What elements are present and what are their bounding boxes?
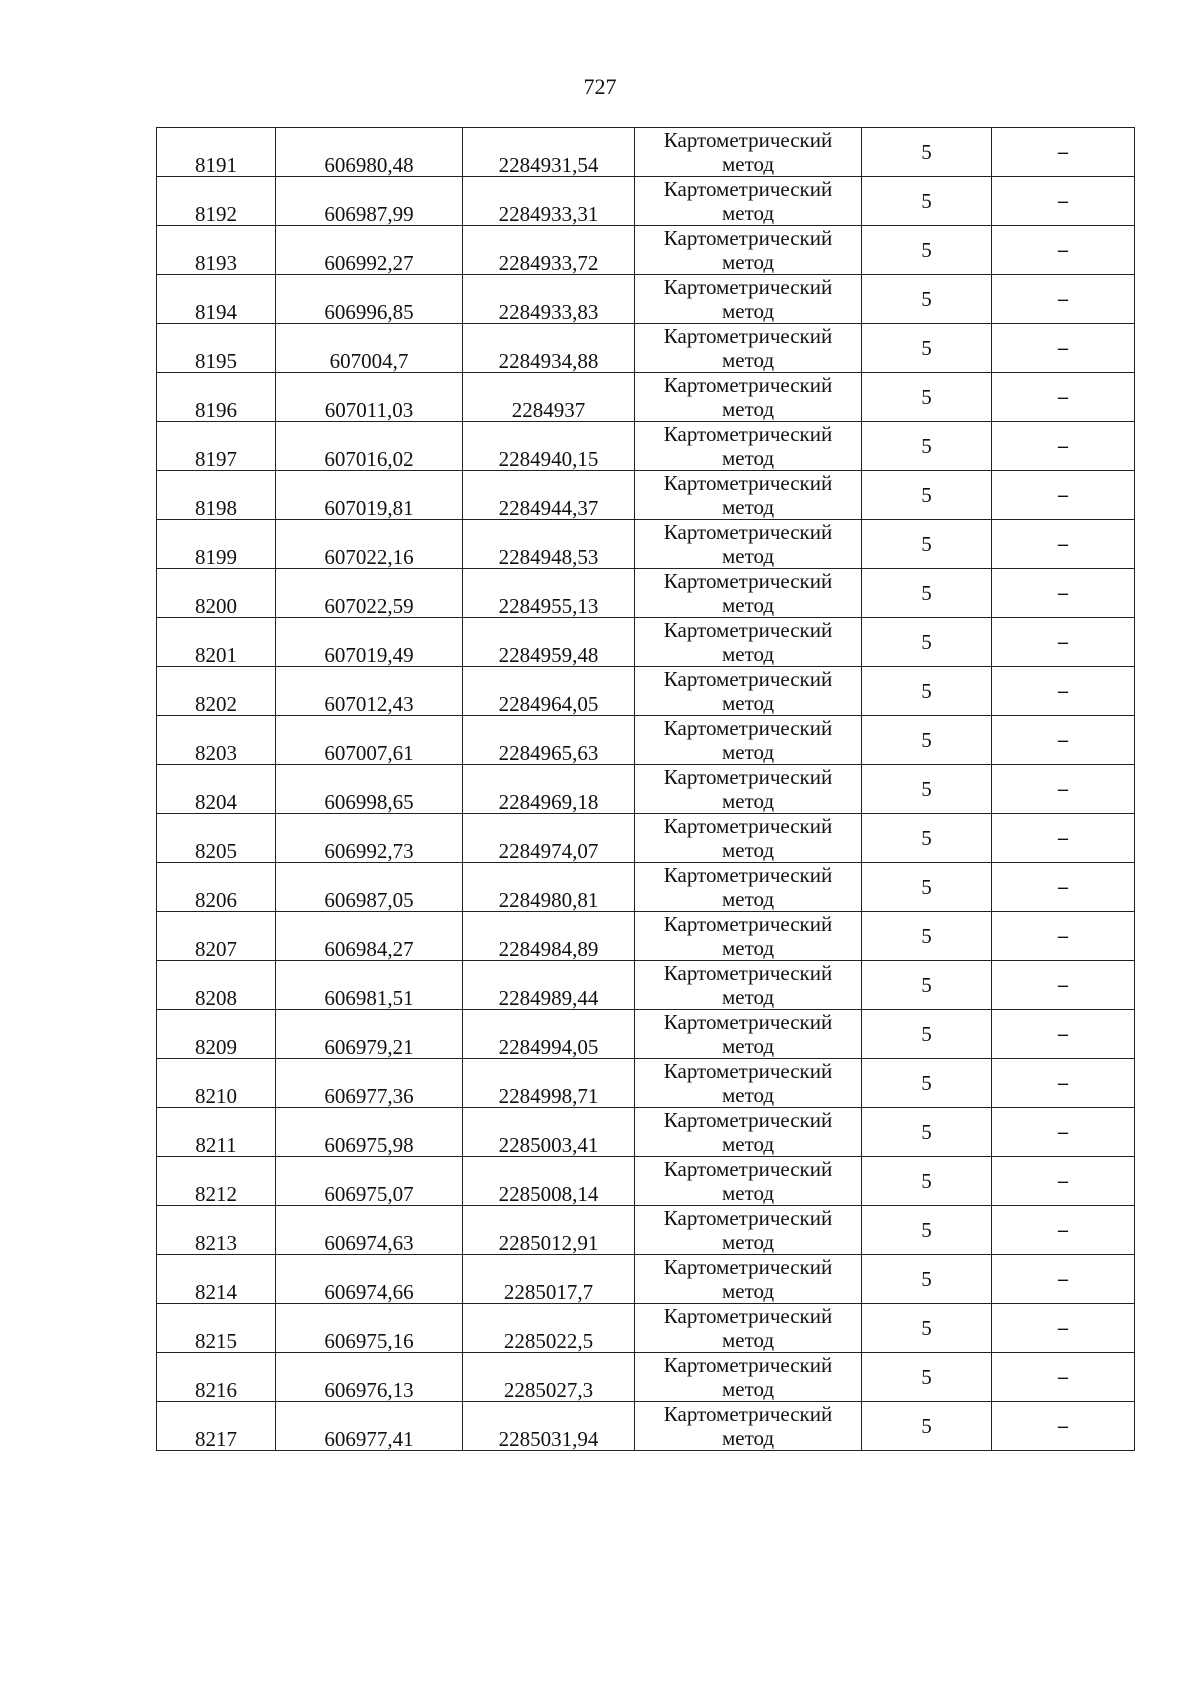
method-line-1: Картометрический	[663, 618, 833, 642]
method-cell	[635, 324, 862, 373]
method-line-1: Картометрический	[663, 1059, 833, 1083]
note-cell: –	[992, 471, 1135, 520]
method-cell	[635, 1010, 862, 1059]
accuracy-cell: 5	[862, 471, 992, 520]
method-cell	[635, 912, 862, 961]
x-coordinate-cell: 606975,98	[276, 1108, 463, 1157]
method-line-1: Картометрический	[663, 716, 833, 740]
y-coordinate-cell: 2284994,05	[463, 1010, 635, 1059]
point-number-cell: 8207	[157, 912, 276, 961]
accuracy-cell: 5	[862, 569, 992, 618]
method-cell	[635, 1255, 862, 1304]
x-coordinate-cell: 606975,07	[276, 1157, 463, 1206]
y-coordinate-cell: 2284965,63	[463, 716, 635, 765]
method-line-1: Картометрический	[663, 128, 833, 152]
method-cell	[635, 226, 862, 275]
note-cell: –	[992, 814, 1135, 863]
accuracy-cell: 5	[862, 373, 992, 422]
method-cell	[635, 1157, 862, 1206]
coordinates-table	[156, 127, 1135, 1451]
accuracy-cell: 5	[862, 1157, 992, 1206]
x-coordinate-cell: 607022,16	[276, 520, 463, 569]
x-coordinate-cell: 606976,13	[276, 1353, 463, 1402]
table-row	[157, 912, 1135, 961]
method-cell	[635, 128, 862, 177]
table-row	[157, 1206, 1135, 1255]
note-cell: –	[992, 1010, 1135, 1059]
y-coordinate-cell: 2285003,41	[463, 1108, 635, 1157]
point-number-cell: 8192	[157, 177, 276, 226]
method-line-2: метод	[721, 1083, 775, 1107]
table-row	[157, 373, 1135, 422]
table-row	[157, 1255, 1135, 1304]
method-line-2: метод	[721, 887, 775, 911]
y-coordinate-cell: 2284998,71	[463, 1059, 635, 1108]
accuracy-cell: 5	[862, 814, 992, 863]
accuracy-cell: 5	[862, 765, 992, 814]
method-line-2: метод	[721, 1279, 775, 1303]
method-line-2: метод	[721, 1034, 775, 1058]
x-coordinate-cell: 607011,03	[276, 373, 463, 422]
point-number-cell: 8199	[157, 520, 276, 569]
method-line-1: Картометрический	[663, 1206, 833, 1230]
table-row	[157, 1010, 1135, 1059]
method-line-2: метод	[721, 544, 775, 568]
method-line-2: метод	[721, 152, 775, 176]
point-number-cell: 8216	[157, 1353, 276, 1402]
note-cell: –	[992, 716, 1135, 765]
method-line-2: метод	[721, 789, 775, 813]
y-coordinate-cell: 2284980,81	[463, 863, 635, 912]
note-cell: –	[992, 177, 1135, 226]
method-line-1: Картометрический	[663, 324, 833, 348]
method-cell	[635, 1059, 862, 1108]
y-coordinate-cell: 2284959,48	[463, 618, 635, 667]
accuracy-cell: 5	[862, 1010, 992, 1059]
accuracy-cell: 5	[862, 324, 992, 373]
method-line-2: метод	[721, 838, 775, 862]
y-coordinate-cell: 2284955,13	[463, 569, 635, 618]
method-line-1: Картометрический	[663, 667, 833, 691]
method-line-1: Картометрический	[663, 1108, 833, 1132]
point-number-cell: 8214	[157, 1255, 276, 1304]
method-cell	[635, 863, 862, 912]
method-cell	[635, 667, 862, 716]
method-line-1: Картометрический	[663, 275, 833, 299]
method-cell	[635, 1402, 862, 1451]
method-line-1: Картометрический	[663, 1255, 833, 1279]
note-cell: –	[992, 226, 1135, 275]
table-row	[157, 618, 1135, 667]
x-coordinate-cell: 606974,66	[276, 1255, 463, 1304]
y-coordinate-cell: 2284944,37	[463, 471, 635, 520]
method-cell	[635, 765, 862, 814]
accuracy-cell: 5	[862, 716, 992, 765]
note-cell: –	[992, 1402, 1135, 1451]
y-coordinate-cell: 2285012,91	[463, 1206, 635, 1255]
point-number-cell: 8206	[157, 863, 276, 912]
accuracy-cell: 5	[862, 1353, 992, 1402]
method-cell	[635, 520, 862, 569]
method-line-1: Картометрический	[663, 422, 833, 446]
method-cell	[635, 961, 862, 1010]
method-line-2: метод	[721, 936, 775, 960]
table-row	[157, 667, 1135, 716]
point-number-cell: 8200	[157, 569, 276, 618]
x-coordinate-cell: 606992,27	[276, 226, 463, 275]
method-line-2: метод	[721, 1426, 775, 1450]
table-row	[157, 716, 1135, 765]
table-row	[157, 765, 1135, 814]
method-cell	[635, 814, 862, 863]
table-body	[157, 128, 1135, 1451]
y-coordinate-cell: 2284933,31	[463, 177, 635, 226]
accuracy-cell: 5	[862, 618, 992, 667]
accuracy-cell: 5	[862, 1108, 992, 1157]
point-number-cell: 8197	[157, 422, 276, 471]
note-cell: –	[992, 765, 1135, 814]
method-line-1: Картометрический	[663, 1402, 833, 1426]
point-number-cell: 8212	[157, 1157, 276, 1206]
method-line-2: метод	[721, 1328, 775, 1352]
table-row	[157, 422, 1135, 471]
accuracy-cell: 5	[862, 912, 992, 961]
accuracy-cell: 5	[862, 520, 992, 569]
method-line-2: метод	[721, 495, 775, 519]
y-coordinate-cell: 2284948,53	[463, 520, 635, 569]
accuracy-cell: 5	[862, 1206, 992, 1255]
note-cell: –	[992, 1353, 1135, 1402]
x-coordinate-cell: 606984,27	[276, 912, 463, 961]
table-row	[157, 1402, 1135, 1451]
method-line-1: Картометрический	[663, 471, 833, 495]
method-line-1: Картометрический	[663, 569, 833, 593]
method-line-2: метод	[721, 250, 775, 274]
method-line-2: метод	[721, 985, 775, 1009]
accuracy-cell: 5	[862, 226, 992, 275]
method-line-1: Картометрический	[663, 520, 833, 544]
note-cell: –	[992, 961, 1135, 1010]
point-number-cell: 8195	[157, 324, 276, 373]
point-number-cell: 8208	[157, 961, 276, 1010]
table-row	[157, 1353, 1135, 1402]
method-line-2: метод	[721, 299, 775, 323]
table-row	[157, 520, 1135, 569]
point-number-cell: 8202	[157, 667, 276, 716]
method-line-1: Картометрический	[663, 1353, 833, 1377]
accuracy-cell: 5	[862, 1255, 992, 1304]
method-cell	[635, 1108, 862, 1157]
method-line-2: метод	[721, 397, 775, 421]
accuracy-cell: 5	[862, 128, 992, 177]
x-coordinate-cell: 606977,36	[276, 1059, 463, 1108]
point-number-cell: 8194	[157, 275, 276, 324]
method-cell	[635, 471, 862, 520]
note-cell: –	[992, 1304, 1135, 1353]
x-coordinate-cell: 607004,7	[276, 324, 463, 373]
accuracy-cell: 5	[862, 177, 992, 226]
x-coordinate-cell: 607019,49	[276, 618, 463, 667]
x-coordinate-cell: 606992,73	[276, 814, 463, 863]
table-row	[157, 1108, 1135, 1157]
method-cell	[635, 618, 862, 667]
note-cell: –	[992, 569, 1135, 618]
note-cell: –	[992, 618, 1135, 667]
accuracy-cell: 5	[862, 422, 992, 471]
point-number-cell: 8205	[157, 814, 276, 863]
method-cell	[635, 1206, 862, 1255]
note-cell: –	[992, 667, 1135, 716]
table-row	[157, 863, 1135, 912]
point-number-cell: 8209	[157, 1010, 276, 1059]
y-coordinate-cell: 2284934,88	[463, 324, 635, 373]
method-line-2: метод	[721, 593, 775, 617]
x-coordinate-cell: 606974,63	[276, 1206, 463, 1255]
point-number-cell: 8210	[157, 1059, 276, 1108]
note-cell: –	[992, 1255, 1135, 1304]
method-line-1: Картометрический	[663, 863, 833, 887]
accuracy-cell: 5	[862, 667, 992, 716]
x-coordinate-cell: 606979,21	[276, 1010, 463, 1059]
point-number-cell: 8196	[157, 373, 276, 422]
table-row	[157, 226, 1135, 275]
x-coordinate-cell: 607019,81	[276, 471, 463, 520]
x-coordinate-cell: 606981,51	[276, 961, 463, 1010]
method-line-1: Картометрический	[663, 373, 833, 397]
accuracy-cell: 5	[862, 275, 992, 324]
point-number-cell: 8213	[157, 1206, 276, 1255]
accuracy-cell: 5	[862, 1059, 992, 1108]
method-line-2: метод	[721, 1181, 775, 1205]
method-line-2: метод	[721, 446, 775, 470]
table-row	[157, 814, 1135, 863]
method-line-2: метод	[721, 691, 775, 715]
x-coordinate-cell: 606980,48	[276, 128, 463, 177]
point-number-cell: 8201	[157, 618, 276, 667]
y-coordinate-cell: 2284974,07	[463, 814, 635, 863]
method-line-1: Картометрический	[663, 961, 833, 985]
method-line-1: Картометрический	[663, 226, 833, 250]
table-row	[157, 569, 1135, 618]
table-row	[157, 961, 1135, 1010]
method-line-2: метод	[721, 1132, 775, 1156]
table-row	[157, 177, 1135, 226]
x-coordinate-cell: 606998,65	[276, 765, 463, 814]
point-number-cell: 8191	[157, 128, 276, 177]
point-number-cell: 8215	[157, 1304, 276, 1353]
point-number-cell: 8193	[157, 226, 276, 275]
method-cell	[635, 716, 862, 765]
y-coordinate-cell: 2284984,89	[463, 912, 635, 961]
x-coordinate-cell: 606975,16	[276, 1304, 463, 1353]
method-line-1: Картометрический	[663, 1157, 833, 1181]
method-line-1: Картометрический	[663, 814, 833, 838]
note-cell: –	[992, 373, 1135, 422]
x-coordinate-cell: 606987,99	[276, 177, 463, 226]
note-cell: –	[992, 1108, 1135, 1157]
y-coordinate-cell: 2284969,18	[463, 765, 635, 814]
page-number: 727	[583, 74, 617, 99]
accuracy-cell: 5	[862, 961, 992, 1010]
note-cell: –	[992, 1059, 1135, 1108]
point-number-cell: 8198	[157, 471, 276, 520]
note-cell: –	[992, 275, 1135, 324]
table-row	[157, 275, 1135, 324]
method-cell	[635, 177, 862, 226]
y-coordinate-cell: 2285008,14	[463, 1157, 635, 1206]
method-line-2: метод	[721, 1377, 775, 1401]
method-line-1: Картометрический	[663, 177, 833, 201]
note-cell: –	[992, 422, 1135, 471]
point-number-cell: 8204	[157, 765, 276, 814]
y-coordinate-cell: 2284937	[463, 373, 635, 422]
note-cell: –	[992, 324, 1135, 373]
method-line-1: Картометрический	[663, 765, 833, 789]
table-row	[157, 1059, 1135, 1108]
y-coordinate-cell: 2285027,3	[463, 1353, 635, 1402]
method-cell	[635, 569, 862, 618]
point-number-cell: 8217	[157, 1402, 276, 1451]
method-line-1: Картометрический	[663, 912, 833, 936]
x-coordinate-cell: 607016,02	[276, 422, 463, 471]
note-cell: –	[992, 912, 1135, 961]
method-line-2: метод	[721, 201, 775, 225]
method-line-2: метод	[721, 642, 775, 666]
note-cell: –	[992, 863, 1135, 912]
accuracy-cell: 5	[862, 863, 992, 912]
method-cell	[635, 422, 862, 471]
y-coordinate-cell: 2284964,05	[463, 667, 635, 716]
method-line-2: метод	[721, 740, 775, 764]
accuracy-cell: 5	[862, 1402, 992, 1451]
note-cell: –	[992, 128, 1135, 177]
method-line-2: метод	[721, 1230, 775, 1254]
note-cell: –	[992, 1157, 1135, 1206]
table-row	[157, 324, 1135, 373]
method-cell	[635, 1353, 862, 1402]
method-cell	[635, 1304, 862, 1353]
note-cell: –	[992, 1206, 1135, 1255]
y-coordinate-cell: 2285017,7	[463, 1255, 635, 1304]
table-row	[157, 471, 1135, 520]
table-row	[157, 1157, 1135, 1206]
accuracy-cell: 5	[862, 1304, 992, 1353]
y-coordinate-cell: 2284933,83	[463, 275, 635, 324]
table-row	[157, 128, 1135, 177]
method-cell	[635, 373, 862, 422]
x-coordinate-cell: 606996,85	[276, 275, 463, 324]
x-coordinate-cell: 606977,41	[276, 1402, 463, 1451]
point-number-cell: 8211	[157, 1108, 276, 1157]
x-coordinate-cell: 607022,59	[276, 569, 463, 618]
method-line-2: метод	[721, 348, 775, 372]
point-number-cell: 8203	[157, 716, 276, 765]
y-coordinate-cell: 2284933,72	[463, 226, 635, 275]
y-coordinate-cell: 2284989,44	[463, 961, 635, 1010]
x-coordinate-cell: 607012,43	[276, 667, 463, 716]
x-coordinate-cell: 606987,05	[276, 863, 463, 912]
y-coordinate-cell: 2284940,15	[463, 422, 635, 471]
method-line-1: Картометрический	[663, 1010, 833, 1034]
note-cell: –	[992, 520, 1135, 569]
x-coordinate-cell: 607007,61	[276, 716, 463, 765]
method-line-1: Картометрический	[663, 1304, 833, 1328]
y-coordinate-cell: 2285031,94	[463, 1402, 635, 1451]
table-row	[157, 1304, 1135, 1353]
y-coordinate-cell: 2285022,5	[463, 1304, 635, 1353]
method-cell	[635, 275, 862, 324]
y-coordinate-cell: 2284931,54	[463, 128, 635, 177]
